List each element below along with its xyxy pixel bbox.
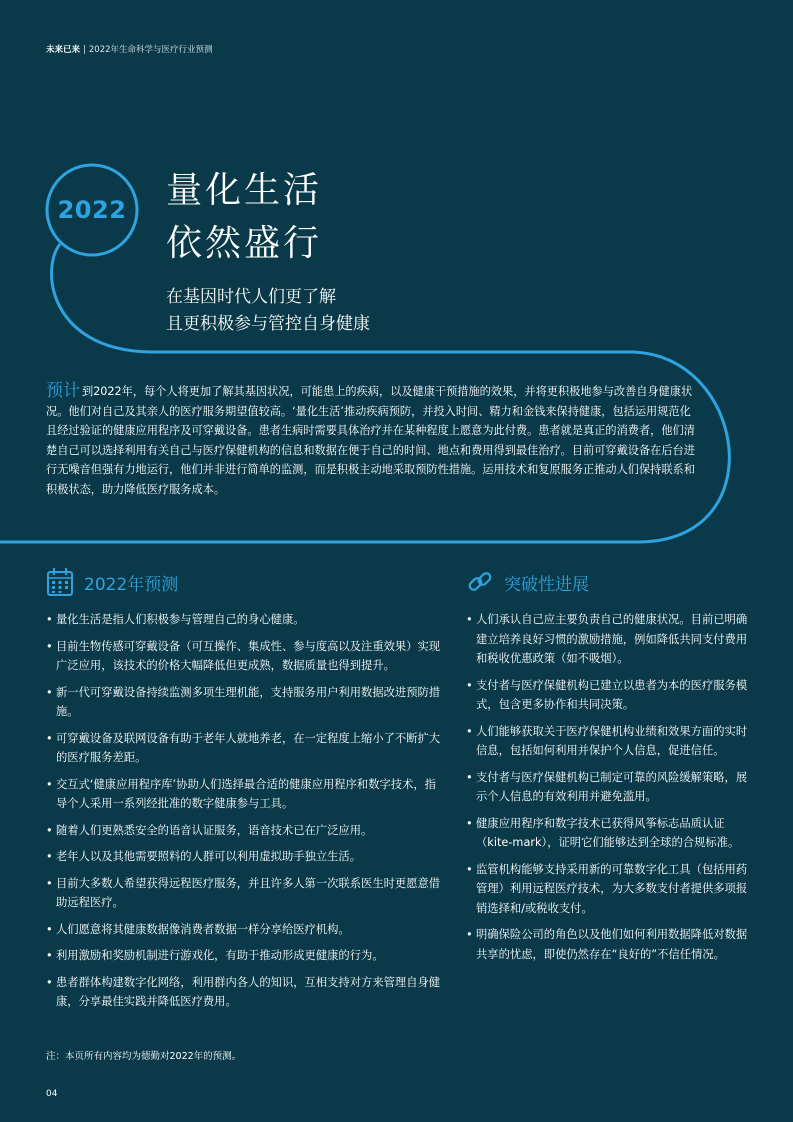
title-line-1: 量化生活 <box>166 170 323 211</box>
breakthroughs-list <box>466 610 751 964</box>
breakthrough-item: • 人们承认自己应主要负责自己的健康状况。目前已明确建立培养良好习惯的激励措施，例如降低共同支付费用和税收优惠政策（如不吸烟）。 <box>466 610 751 669</box>
intro-paragraph <box>46 382 698 499</box>
header-brand: 未来已来 <box>46 45 81 55</box>
header-separator: | <box>83 45 86 55</box>
intro-lead-word: 预计 <box>46 381 80 401</box>
prediction-item: • 可穿戴设备及联网设备有助于老年人就地养老，在一定程度上缩小了不断扩大的医疗服务差距。 <box>46 729 446 768</box>
subtitle-line-1: 在基因时代人们更了解 <box>166 287 336 307</box>
prediction-item: • 交互式‘健康应用程序库’协助人们选择最合适的健康应用程序和数字技术，指导个人采用一系列经批准的数字健康参与工具。 <box>46 775 446 814</box>
running-header <box>46 43 213 55</box>
prediction-item: • 老年人以及其他需要照料的人群可以利用虚拟助手独立生活。 <box>46 847 446 867</box>
intro-text: 到2022年，每个人将更加了解其基因状况，可能患上的疾病，以及健康干预措施的效果，并将更积极地参与改善自身健康状况。他们对自己及其亲人的医疗服务期望值较高。‘量化生活’推动疾病预防，并投入时间、精力和金钱来保持健康，包括运用规范化且经过验证的健康应用程序及可穿戴设备。患者生病时需要具体治疗并在某种程度上愿意为此付费。患者就是真正的消费者，他们清楚自己可以选择利用有关自己与医疗保健机构的信息和数据在便于自己的时间、地点和费用得到最佳治疗。目前可穿戴设备在后台进行无噪音但强有力地运行，他们并非进行简单的监测，而是积极主动地采取预防性措施。运用技术和复原服务正推动人们保持联系和积极状态，助力降低医疗服务成本。 <box>46 385 695 496</box>
prediction-item: • 量化生活是指人们积极参与管理自己的身心健康。 <box>46 610 446 630</box>
prediction-item: • 利用激励和奖励机制进行游戏化，有助于推动形成更健康的行为。 <box>46 946 446 966</box>
prediction-item: • 随着人们更熟悉安全的语音认证服务，语音技术已在广泛应用。 <box>46 821 446 841</box>
prediction-item: • 人们愿意将其健康数据像消费者数据一样分享给医疗机构。 <box>46 920 446 940</box>
header-subtitle: 2022年生命科学与医疗行业预测 <box>88 45 213 55</box>
breakthrough-item: • 人们能够获取关于医疗保健机构业绩和效果方面的实时信息，包括如何利用并保护个人信息，促进信任。 <box>466 722 751 761</box>
page-number: 04 <box>46 1089 58 1099</box>
breakthrough-item: • 明确保险公司的角色以及他们如何利用数据降低对数据共享的忧虑，即使仍然存在“良好的”不信任情况。 <box>466 925 751 964</box>
footnote: 注：本页所有内容均为德勤对2022年的预测。 <box>46 1051 242 1062</box>
calendar-icon <box>46 567 74 597</box>
breakthroughs-section <box>466 564 751 971</box>
predictions-heading: 2022年预测 <box>84 574 179 595</box>
breakthrough-item: • 支付者与医疗保健机构已建立以患者为本的医疗服务模式，包含更多协作和共同决策。 <box>466 676 751 715</box>
prediction-item: • 目前大多数人希望获得远程医疗服务，并且许多人第一次联系医生时更愿意借助远程医疗。 <box>46 874 446 913</box>
prediction-item: • 新一代可穿戴设备持续监测多项生理机能，支持服务用户利用数据改进预防措施。 <box>46 683 446 722</box>
predictions-section <box>46 564 446 1019</box>
breakthroughs-heading: 突破性进展 <box>504 574 589 595</box>
breakthrough-item: • 支付者与医疗保健机构已制定可靠的风险缓解策略，展示个人信息的有效利用并避免滥用。 <box>466 768 751 807</box>
predictions-list <box>46 610 446 1012</box>
link-icon <box>466 567 494 597</box>
breakthrough-item: • 监管机构能够支持采用新的可靠数字化工具（包括用药管理）利用远程医疗技术，为大多数支付者提供多项报销选择和/或税收支付。 <box>466 860 751 919</box>
prediction-item: • 患者群体构建数字化网络，利用群内各人的知识，互相支持对方来管理自身健康，分享最佳实践并降低医疗费用。 <box>46 973 446 1012</box>
breakthroughs-header <box>466 564 751 600</box>
predictions-header <box>46 564 446 600</box>
title-line-2: 依然盛行 <box>166 223 323 264</box>
prediction-item: • 目前生物传感可穿戴设备（可互操作、集成性、参与度高以及注重效果）实现广泛应用，该技术的价格大幅降低但更成熟，数据质量也得到提升。 <box>46 637 446 676</box>
subtitle-line-2: 且更积极参与管控自身健康 <box>166 314 370 334</box>
page-title <box>166 164 322 270</box>
breakthrough-item: • 健康应用程序和数字技术已获得风筝标志品质认证（kite-mark），证明它们能够达到全球的合规标准。 <box>466 814 751 853</box>
year-badge: 2022 <box>57 196 127 224</box>
page-subtitle <box>166 284 370 338</box>
